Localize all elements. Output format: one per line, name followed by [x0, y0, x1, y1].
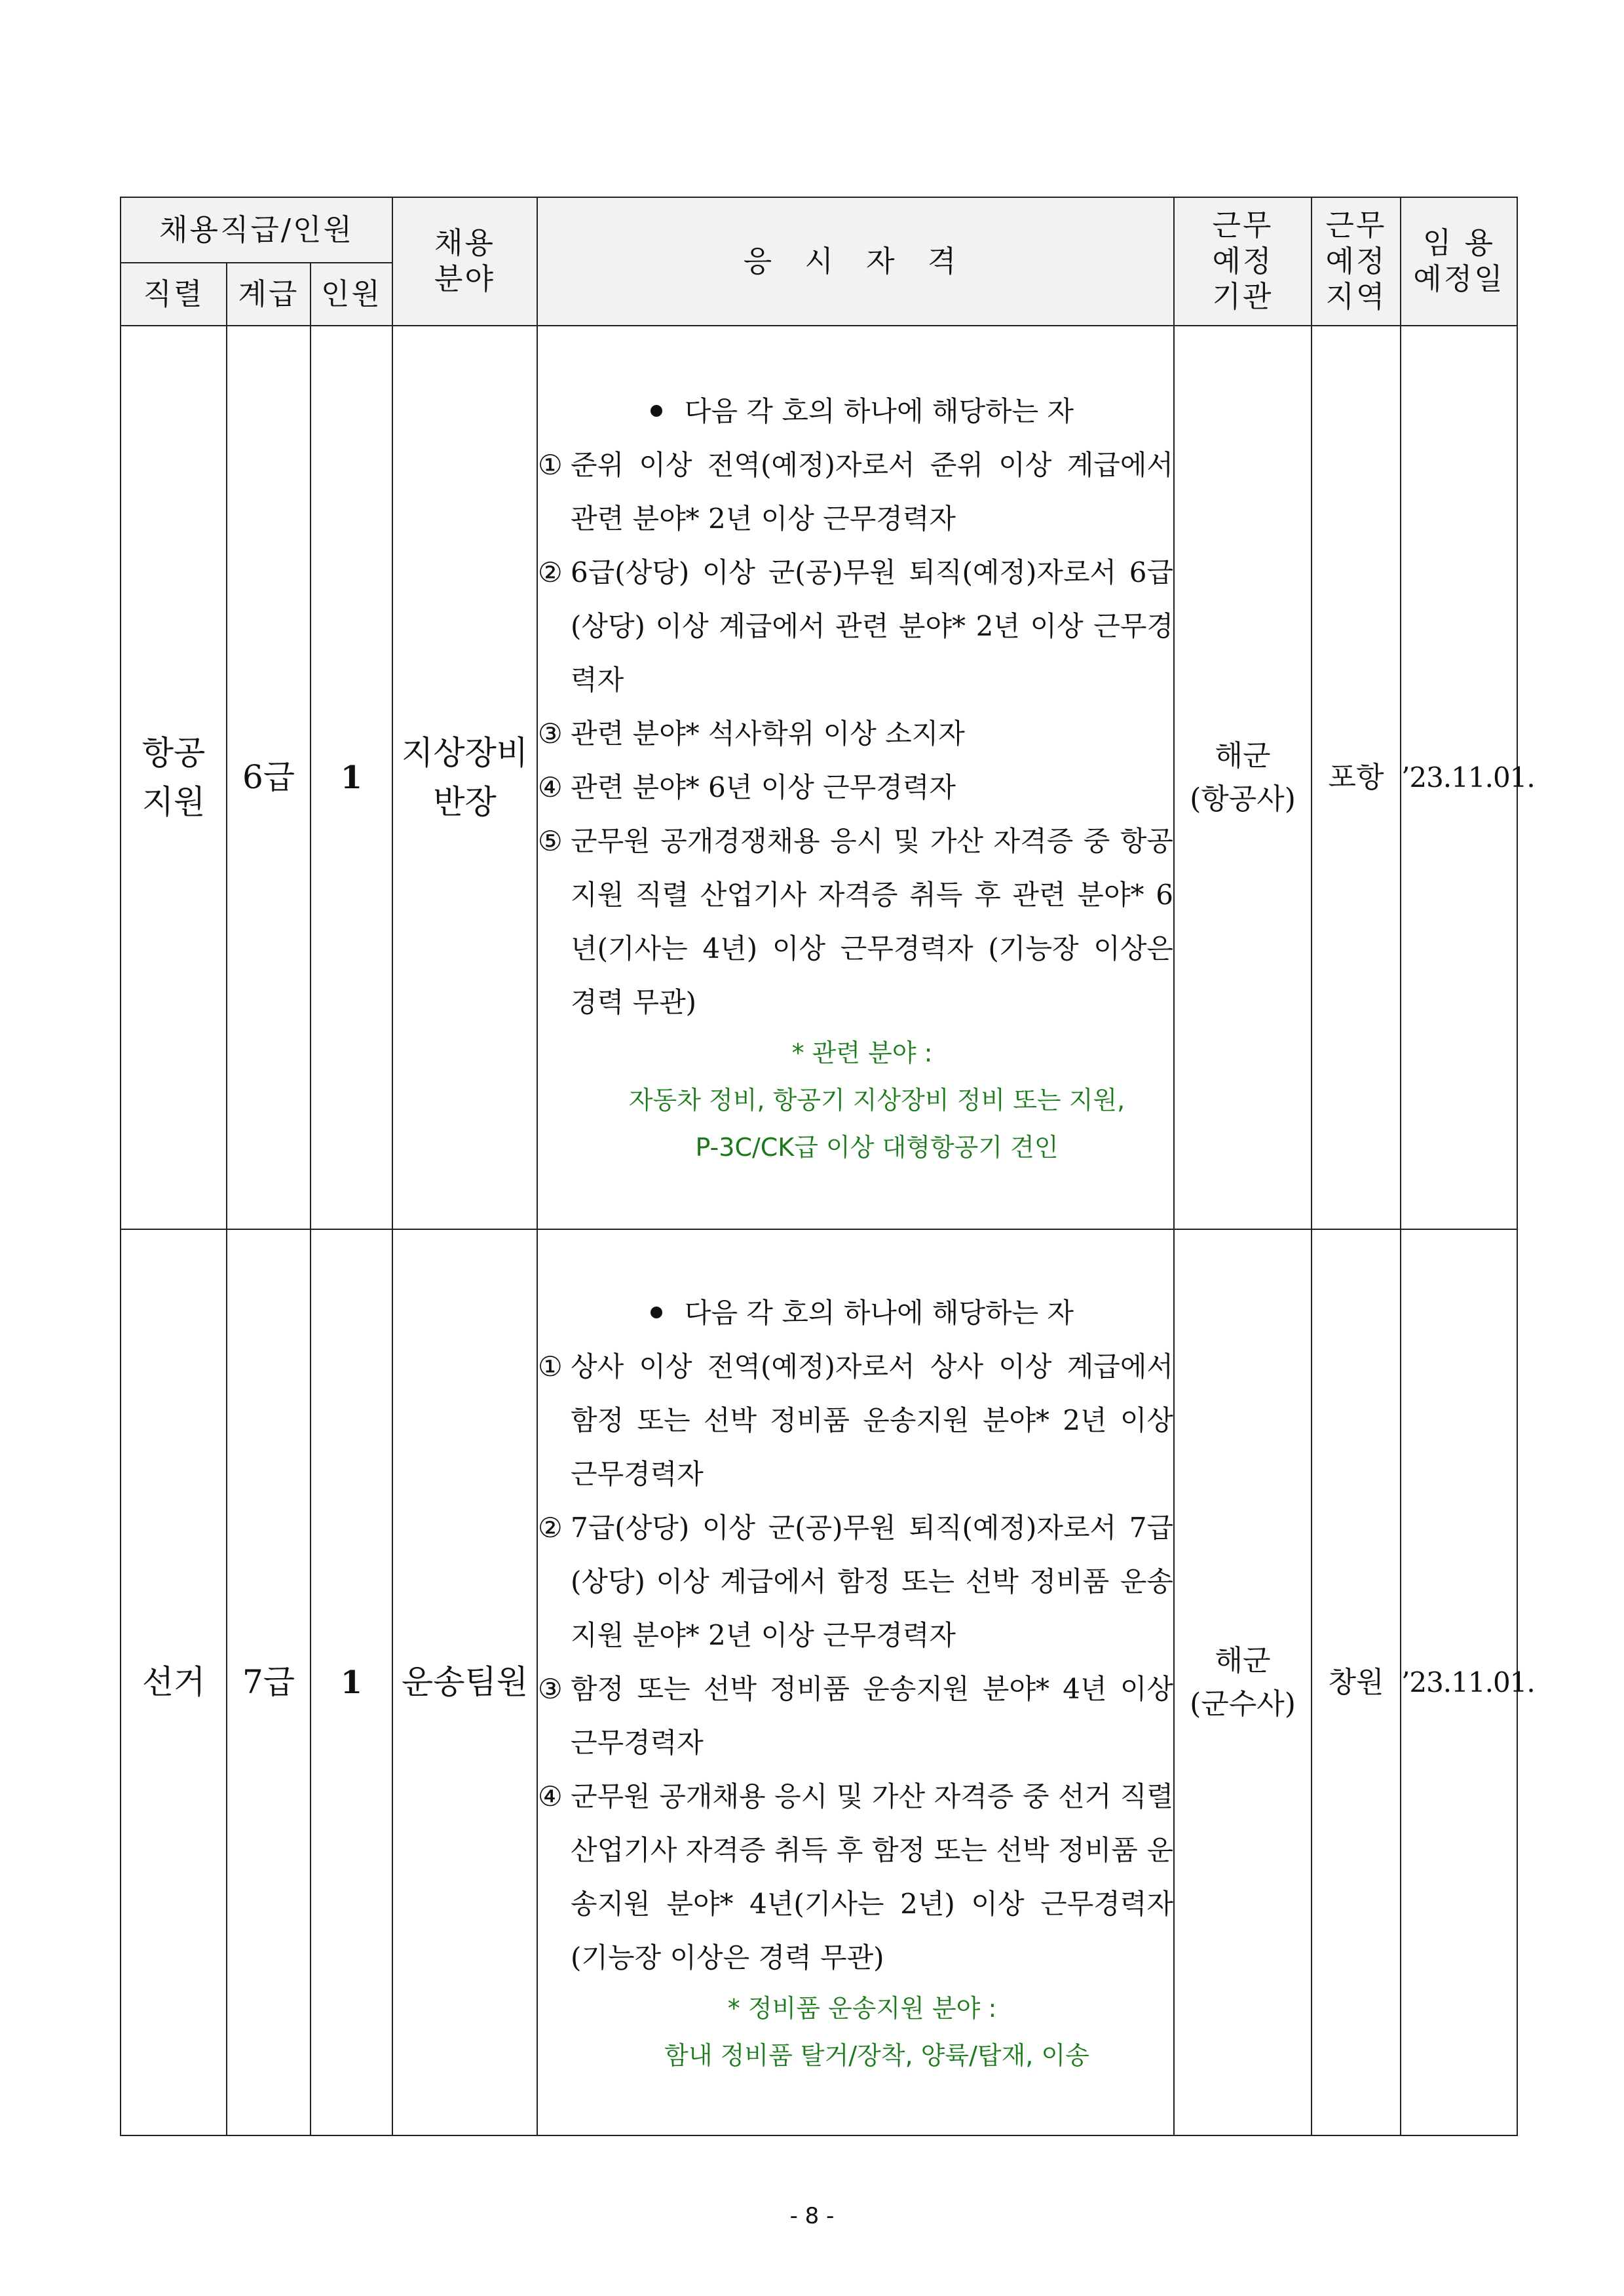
org-cell: 해군 (항공사) [1174, 326, 1312, 1229]
org-cell: 해군 (군수사) [1174, 1229, 1312, 2135]
header-count: 인원 [311, 263, 392, 326]
table-row [121, 1229, 1517, 2135]
list-item: ① 상사 이상 전역(예정)자로서 상사 이상 계급에서 함정 또는 선박 정비품 운송지원 분야* 2년 이상 근무경력자 [538, 1350, 1174, 1490]
qualification-cell [537, 1229, 1174, 2135]
recruitment-table [120, 197, 1535, 2136]
header-qualification: 응 시 자 격 [537, 197, 1174, 326]
qualification-bullet: 다음 각 호의 하나에 해당하는 자 [538, 1286, 1173, 1340]
page-number: - 8 - [789, 2203, 835, 2229]
region-cell: 포항 [1312, 326, 1401, 1229]
job-series-cell: 선거 [121, 1229, 227, 2135]
header-field: 채용 분야 [392, 197, 537, 326]
list-item: ④ 군무원 공개채용 응시 및 가산 자격증 중 선거 직렬 산업기사 자격증 취득 후 함정 또는 선박 정비품 운송지원 분야* 4년(기사는 2년) 이상 근무경력자(기능장 이상은 경력 무관) [538, 1780, 1174, 1974]
table-row [121, 326, 1517, 1229]
field-cell: 지상장비 반장 [392, 326, 537, 1229]
qualification-bullet: 다음 각 호의 하나에 해당하는 자 [538, 385, 1173, 438]
list-item: ③ 함정 또는 선박 정비품 운송지원 분야* 4년 이상 근무경력자 [538, 1672, 1174, 1759]
header-org: 근무 예정 기관 [1174, 197, 1312, 326]
date-cell: ’23.11.01. [1401, 326, 1517, 1229]
grade-cell: 6급 [227, 326, 311, 1229]
list-item: ① 준위 이상 전역(예정)자로서 준위 이상 계급에서 관련 분야* 2년 이상 근무경력자 [538, 448, 1174, 535]
list-item: ⑤ 군무원 공개경쟁채용 응시 및 가산 자격증 중 항공지원 직렬 산업기사 자격증 취득 후 관련 분야* 6년(기사는 4년) 이상 근무경력자 (기능장 이상은 경력 무관) [538, 824, 1174, 1018]
date-cell: ’23.11.01. [1401, 1229, 1517, 2135]
header-date: 임 용 예정일 [1401, 197, 1517, 326]
count-cell: 1 [311, 1229, 392, 2135]
bullet-icon [651, 1307, 662, 1318]
count-cell: 1 [311, 326, 392, 1229]
header-grade: 계급 [227, 263, 311, 326]
bullet-icon [651, 405, 662, 417]
grade-cell: 7급 [227, 1229, 311, 2135]
field-cell: 운송팀원 [392, 1229, 537, 2135]
header-grade-count: 채용직급/인원 [121, 197, 392, 263]
header-region: 근무 예정 지역 [1312, 197, 1401, 326]
header-job-series: 직렬 [121, 263, 227, 326]
list-item: ② 6급(상당) 이상 군(공)무원 퇴직(예정)자로서 6급(상당) 이상 계급에서 관련 분야* 2년 이상 근무경력자 [538, 556, 1174, 696]
list-item: ③ 관련 분야* 석사학위 이상 소지자 [538, 717, 965, 750]
job-series-cell: 항공 지원 [121, 326, 227, 1229]
region-cell: 창원 [1312, 1229, 1401, 2135]
qualification-cell [537, 326, 1174, 1229]
list-item: ④ 관련 분야* 6년 이상 근무경력자 [538, 771, 956, 803]
list-item: ② 7급(상당) 이상 군(공)무원 퇴직(예정)자로서 7급(상당) 이상 계급에서 함정 또는 선박 정비품 운송지원 분야* 2년 이상 근무경력자 [538, 1511, 1174, 1651]
field-note: * 정비품 운송지원 분야 : 함내 정비품 탈거/장착, 양륙/탑재, 이송 [664, 1993, 1089, 2070]
field-note: * 관련 분야 : 자동차 정비, 항공기 지상장비 정비 또는 지원, P-3C/CK급 이상 대형항공기 견인 [628, 1038, 1125, 1162]
